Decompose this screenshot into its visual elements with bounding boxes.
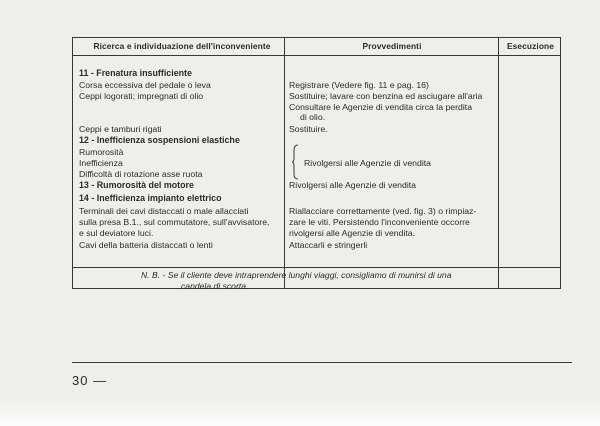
section-11-cause-3: Ceppi e tamburi rigati — [79, 124, 162, 134]
section-12-cause-1: Rumorosità — [79, 147, 124, 157]
column-header-execution: Esecuzione — [506, 41, 555, 51]
page-edge-wear — [0, 396, 600, 426]
section-14-remedy-2: zare le viti. Persistendo l'inconveniente occorre — [289, 217, 470, 227]
footer-rule — [72, 362, 572, 363]
footnote-line-1: N. B. - Se il cliente deve intraprendere lunghi viaggi, consigliamo di munirsi di una — [141, 270, 452, 280]
section-14-cause-3: e sul deviatore luci. — [79, 228, 154, 238]
column-header-search: Ricerca e individuazione dell'inconveniente — [93, 41, 271, 51]
section-13-title: 13 - Rumorosità del motore — [79, 180, 194, 190]
footnote-line-2: candela di scorta. — [181, 281, 249, 291]
section-11-cause-1: Corsa eccessiva del pedale o leva — [79, 80, 211, 90]
section-11-remedy-1: Registrare (Vedere fig. 11 e pag. 16) — [289, 80, 429, 90]
section-13-remedy-1: Rivolgersi alle Agenzie di vendita — [289, 180, 417, 190]
page-number: 30 — — [72, 373, 108, 388]
section-11-cause-2: Ceppi logorati; impregnati di olio — [79, 91, 204, 101]
column-header-measures: Provvedimenti — [362, 41, 422, 51]
section-14-cause-2: sulla presa B.1., sul commutatore, sull'avvisatore, — [79, 217, 270, 227]
column-divider — [498, 38, 499, 289]
section-14-cause-4: Cavi della batteria distaccati o lenti — [79, 240, 213, 250]
header-divider — [73, 55, 560, 56]
section-11-title: 11 - Frenatura insufficiente — [79, 68, 192, 78]
section-11-remedy-4: di olio. — [300, 112, 326, 122]
section-12-title: 12 - Inefficienza sospensioni elastiche — [79, 135, 240, 145]
column-divider — [284, 38, 285, 289]
section-14-remedy-3: rivolgersi alle Agenzie di vendita. — [289, 228, 416, 238]
section-11-remedy-3: Consultare le Agenzie di vendita circa la perdita — [289, 102, 473, 112]
section-14-remedy-4: Attaccarli e stringerli — [289, 240, 368, 250]
section-14-remedy-1: Riallacciare correttamente (ved. fig. 3) o rimpiaz- — [289, 206, 477, 216]
section-11-remedy-2: Sostituire; lavare con benzina ed asciugare all'aria — [289, 91, 483, 101]
brace-icon — [292, 144, 300, 180]
section-12-cause-2: Inefficienza — [79, 158, 123, 168]
section-14-cause-1: Terminali dei cavi distaccati o male allacciati — [79, 206, 249, 216]
section-12-remedy-1: Rivolgersi alle Agenzie di vendita — [304, 158, 432, 168]
section-14-title: 14 - Inefficienza impianto elettrico — [79, 193, 222, 203]
section-11-remedy-5: Sostituire. — [289, 124, 328, 134]
troubleshooting-table — [72, 37, 561, 289]
section-12-cause-3: Difficoltà di rotazione asse ruota — [79, 169, 203, 179]
note-divider — [73, 267, 560, 268]
